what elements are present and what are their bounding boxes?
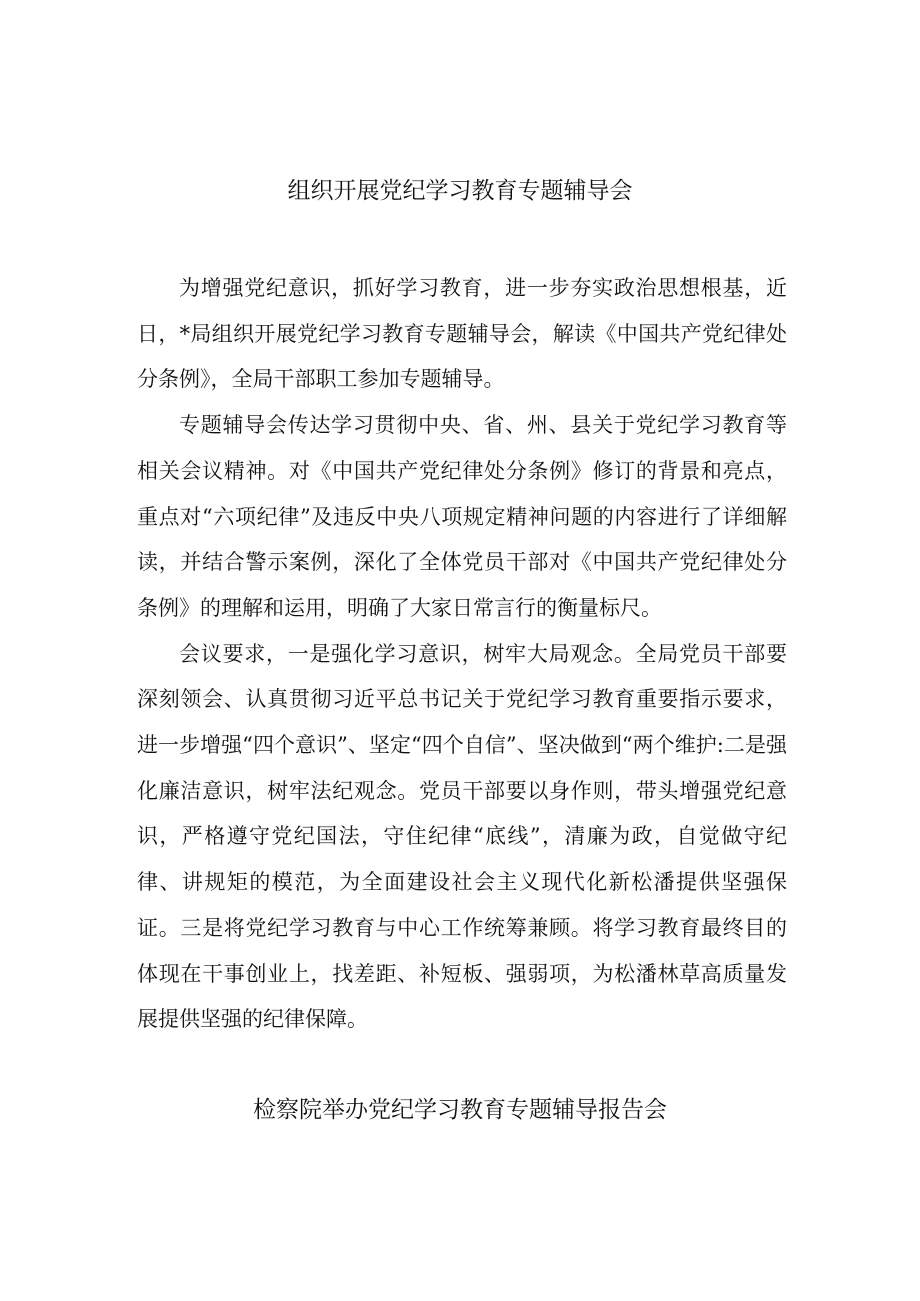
paragraph-1: 为增强党纪意识，抓好学习教育，进一步夯实政治思想根基，近日，*局组织开展党纪学习教育专题辅导会，解读《中国共产党纪律处分条例》，全局干部职工参加专题辅导。 [137, 276, 787, 392]
article-body [137, 266, 787, 1043]
paragraph-2: 专题辅导会传达学习贯彻中央、省、州、县关于党纪学习教育等相关会议精神。对《中国共产党纪律处分条例》修订的背景和亮点，重点对“六项纪律”及违反中央八项规定精神问题的内容进行了详细解读，并结合警示案例，深化了全体党员干部对《中国共产党纪律处分条例》的理解和运用，明确了大家日常言行的衡量标尺。 [137, 413, 787, 620]
paragraph-3: 会议要求，一是强化学习意识，树牢大局观念。全局党员干部要深刻领会、认真贯彻习近平总书记关于党纪学习教育重要指示要求，进一步增强“四个意识”、坚定“四个自信”、坚决做到“两个维护:二是强化廉洁意识，树牢法纪观念。党员干部要以身作则，带头增强党纪意识，严格遵守党纪国法，守住纪律“底线”，清廉为政，自觉做守纪律、讲规矩的模范，为全面建设社会主义现代化新松潘提供坚强保证。三是将党纪学习教育与中心工作统筹兼顾。将学习教育最终目的体现在干事创业上，找差距、补短板、强弱项，为松潘林草高质量发展提供坚强的纪律保障。 [137, 641, 787, 1032]
second-article-title: 检察院举办党纪学习教育专题辅导报告会 [253, 1097, 667, 1123]
article-title: 组织开展党纪学习教育专题辅导会 [287, 178, 633, 204]
